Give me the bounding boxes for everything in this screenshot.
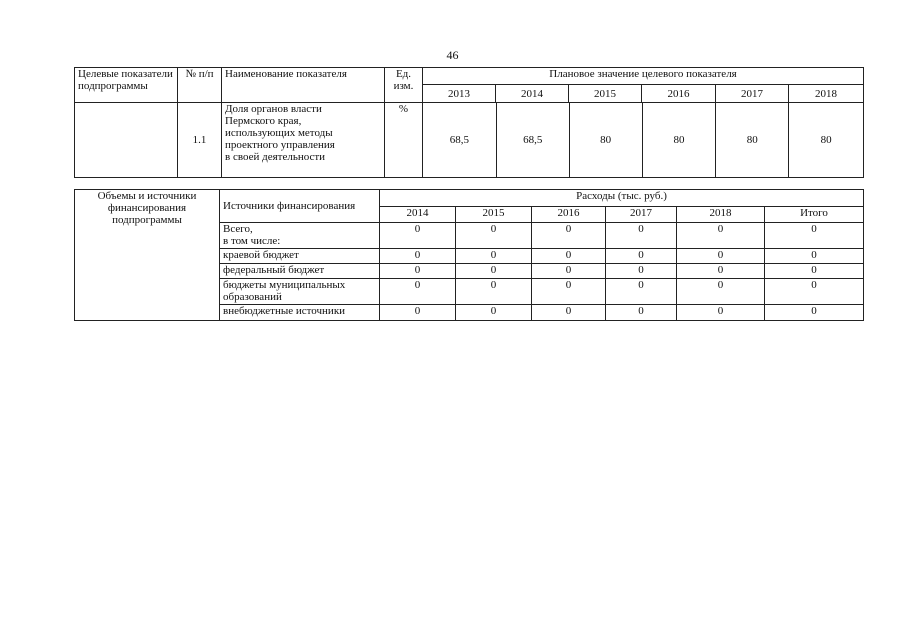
row-num: 1.1	[178, 103, 222, 178]
year-header: 2018	[677, 207, 765, 223]
financing-value: 0	[380, 305, 456, 321]
financing-value: 0	[532, 279, 606, 305]
financing-value: 0	[532, 305, 606, 321]
financing-value: 0	[677, 279, 765, 305]
section-label: Целевые показатели подпрограммы	[75, 68, 178, 103]
financing-value: 0	[456, 305, 532, 321]
financing-source	[220, 249, 380, 264]
indicator-value: 80	[715, 103, 788, 177]
financing-section-line: подпрограммы	[112, 214, 182, 226]
financing-source-line: внебюджетные источники	[223, 305, 346, 317]
target-indicators-table	[74, 67, 864, 178]
year-header: 2016	[642, 85, 716, 103]
financing-value: 0	[677, 223, 765, 249]
financing-value: 0	[677, 264, 765, 279]
financing-value: 0	[677, 305, 765, 321]
financing-source	[220, 279, 380, 305]
financing-value: 0	[532, 249, 606, 264]
financing-value: 0	[606, 279, 677, 305]
indicator-name	[222, 103, 385, 178]
financing-value: 0	[380, 249, 456, 264]
financing-source-line: образований	[223, 291, 282, 303]
values-cell	[423, 103, 864, 178]
indicator-name-line: Пермского края,	[225, 115, 302, 127]
year-header: 2015	[569, 85, 642, 103]
planned-header: Плановое значение целевого показателя	[423, 68, 864, 85]
indicator-value: 80	[788, 103, 863, 177]
financing-value: 0	[380, 223, 456, 249]
year-header: 2018	[789, 85, 864, 103]
financing-table	[74, 189, 864, 321]
financing-value: 0	[606, 223, 677, 249]
financing-value: 0	[765, 279, 864, 305]
year-header: 2014	[380, 207, 456, 223]
financing-source	[220, 264, 380, 279]
unit-header: Ед. изм.	[385, 68, 423, 103]
name-header: Наименование показателя	[222, 68, 385, 103]
indicator-value: 80	[569, 103, 642, 177]
year-header: 2013	[423, 85, 496, 103]
sources-header: Источники финансирования	[220, 190, 380, 223]
financing-value: 0	[765, 264, 864, 279]
section-continuation	[75, 103, 178, 178]
financing-value: 0	[532, 264, 606, 279]
indicator-value: 68,5	[449, 134, 470, 146]
financing-value: 0	[456, 264, 532, 279]
year-header: 2016	[532, 207, 606, 223]
year-header: 2015	[456, 207, 532, 223]
indicator-name-line: использующих методы	[225, 127, 333, 139]
year-header: 2017	[606, 207, 677, 223]
indicator-unit: %	[385, 103, 423, 178]
financing-value: 0	[677, 249, 765, 264]
financing-source	[220, 305, 380, 321]
financing-value: 0	[456, 249, 532, 264]
expenses-header: Расходы (тыс. руб.)	[380, 190, 864, 207]
financing-value: 0	[380, 264, 456, 279]
indicator-value: 68,5	[496, 103, 569, 177]
indicator-name-line: в своей деятельности	[225, 151, 326, 163]
financing-source-line: краевой бюджет	[223, 249, 299, 261]
financing-value: 0	[765, 305, 864, 321]
financing-source	[220, 223, 380, 249]
financing-value: 0	[606, 305, 677, 321]
financing-value: 0	[456, 223, 532, 249]
financing-value: 0	[765, 249, 864, 264]
financing-source-line: федеральный бюджет	[223, 264, 325, 276]
year-header: 2017	[716, 85, 789, 103]
indicator-name-line: проектного управления	[225, 139, 335, 151]
financing-source-line: в том числе:	[223, 235, 281, 247]
financing-value: 0	[380, 279, 456, 305]
page-number: 46	[446, 48, 459, 62]
financing-section-line: финансирования	[107, 202, 187, 214]
financing-value: 0	[456, 279, 532, 305]
financing-section-line: Объемы и источники	[97, 190, 197, 202]
year-header: 2014	[496, 85, 569, 103]
indicator-name-line: Доля органов власти	[225, 103, 322, 115]
indicator-value: 80	[642, 103, 716, 177]
num-header: № п/п	[178, 68, 222, 103]
financing-source-line: Всего,	[223, 223, 253, 235]
financing-value: 0	[606, 264, 677, 279]
financing-value: 0	[532, 223, 606, 249]
financing-source-line: бюджеты муниципальных	[223, 279, 346, 291]
financing-section-label	[75, 190, 220, 321]
financing-value: 0	[765, 223, 864, 249]
financing-value: 0	[606, 249, 677, 264]
year-header: Итого	[765, 207, 864, 223]
